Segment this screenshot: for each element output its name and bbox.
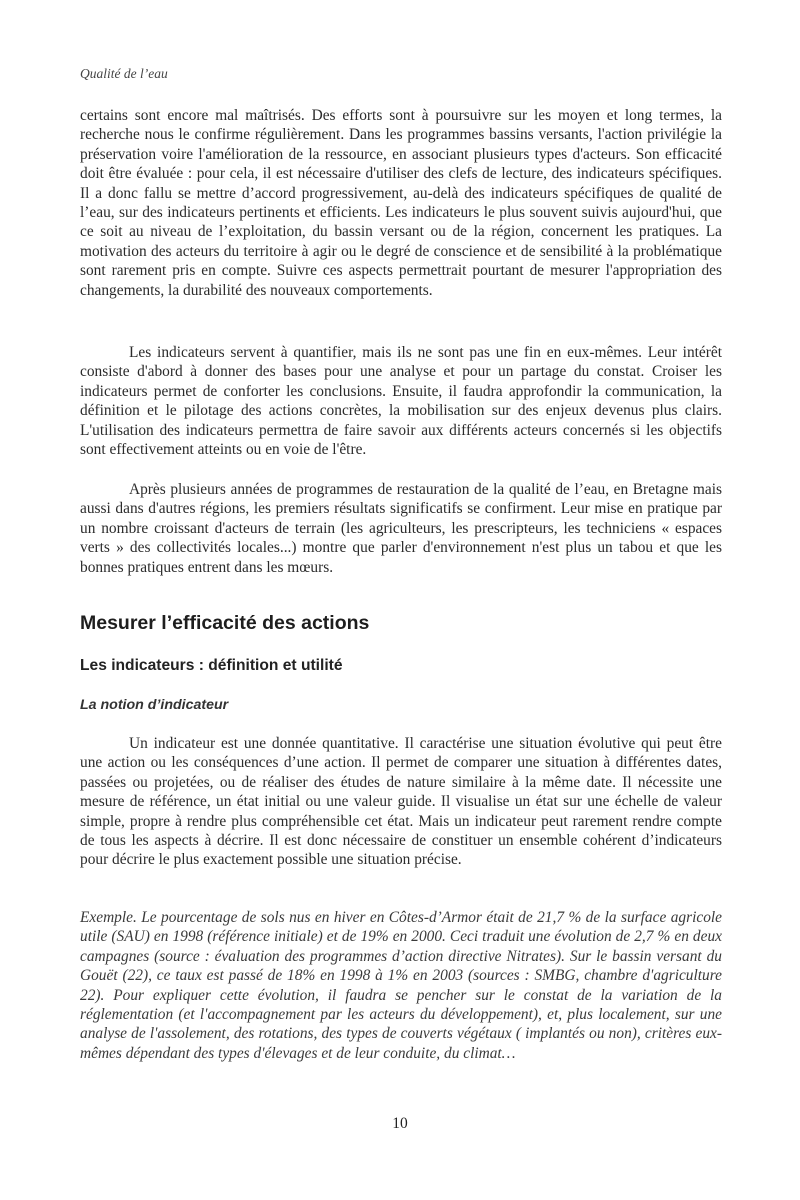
section-heading: Mesurer l’efficacité des actions — [80, 612, 370, 634]
definition-paragraph: Un indicateur est une donnée quantitative. Il caractérise une situation évolutive qui peut être une action ou les conséquences d’une action. Il permet de comparer une situation à différentes dates, passées ou projetées, ou de réaliser des études de nature similaire à la même date. Il nécessite une mesure de référence, un état initial ou une valeur guide. Il visualise un état sur une échelle de valeur simple, propre à rendre plus compréhensible cet état. Mais un indicateur peut rarement rendre compte de tous les aspects à décrire. Il est donc nécessaire de constituer un ensemble cohérent d’indicateurs pour décrire le plus exactement possible une situation précise. — [80, 735, 722, 869]
subsection-heading: Les indicateurs : définition et utilité — [80, 657, 343, 674]
example-paragraph: Exemple. Le pourcentage de sols nus en hiver en Côtes-d’Armor était de 21,7 % de la surface agricole utile (SAU) en 1998 (référence initiale) et de 19% en 2000. Ceci traduit une évolution de 2,7 % en deux campagnes (source : évaluation des programmes d’action directive Nitrates). Sur le bassin versant du Gouët (22), ce taux est passé de 18% en 1998 à 1% en 2003 (sources : SMBG, chambre d'agriculture 22). Pour expliquer cette évolution, il faudra se pencher sur le constat de la variation de la réglementation (et l'accompagnement par les acteurs du développement), et, plus localement, sur une analyse de l'assolement, des rotations, des types de couverts végétaux ( implantés ou non), critères eux-mêmes dépendant des types d'élevages et de leur conduite, du climat… — [80, 909, 722, 1062]
subsubsection-heading: La notion d’indicateur — [80, 697, 229, 713]
running-header: Qualité de l’eau — [80, 66, 168, 81]
page-number: 10 — [392, 1115, 408, 1132]
body-paragraph-3: Après plusieurs années de programmes de restauration de la qualité de l’eau, en Bretagne mais aussi dans d'autres régions, les premiers résultats significatifs se confirment. Leur mise en pratique par un nombre croissant d'acteurs de terrain (les agriculteurs, les prescripteurs, les techniciens « espaces verts » des collectivités locales...) montre que parler d'environnement n'est plus un tabou et que les bonnes pratiques entrent dans les mœurs. — [80, 481, 722, 576]
body-paragraph-2: Les indicateurs servent à quantifier, mais ils ne sont pas une fin en eux-mêmes. Leur intérêt consiste d'abord à donner des bases pour une analyse et pour un partage du constat. Croiser les indicateurs permet de conforter les conclusions. Ensuite, il faudra approfondir la communication, la définition et le pilotage des actions concrètes, la mobilisation sur des enjeux devenus plus clairs. L'utilisation des indicateurs permettra de faire savoir aux différents acteurs concernés si les objectifs sont effectivement atteints ou en voie de l'être. — [80, 344, 722, 459]
body-paragraph-1: certains sont encore mal maîtrisés. Des efforts sont à poursuivre sur les moyen et long termes, la recherche nous le confirme régulièrement. Dans les programmes bassins versants, l'action privilégie la préservation voire l'amélioration de la ressource, en associant plusieurs types d'acteurs. Son efficacité doit être évaluée : pour cela, il est nécessaire d'utiliser des clefs de lecture, des indicateurs spécifiques. Il a donc fallu se mettre d’accord progressivement, au-delà des indicateurs spécifiques de qualité de l’eau, sur des indicateurs pertinents et efficients. Les indicateurs le plus souvent suivis aujourd'hui, que ce soit au niveau de l’exploitation, du bassin versant ou de la région, concernent les pratiques. La motivation des acteurs du territoire à agir ou le degré de conscience et de sensibilité à la problématique sont rarement pris en compte. Suivre ces aspects permettrait pourtant de mesurer l'appropriation des changements, la durabilité des nouveaux comportements. — [80, 107, 722, 299]
